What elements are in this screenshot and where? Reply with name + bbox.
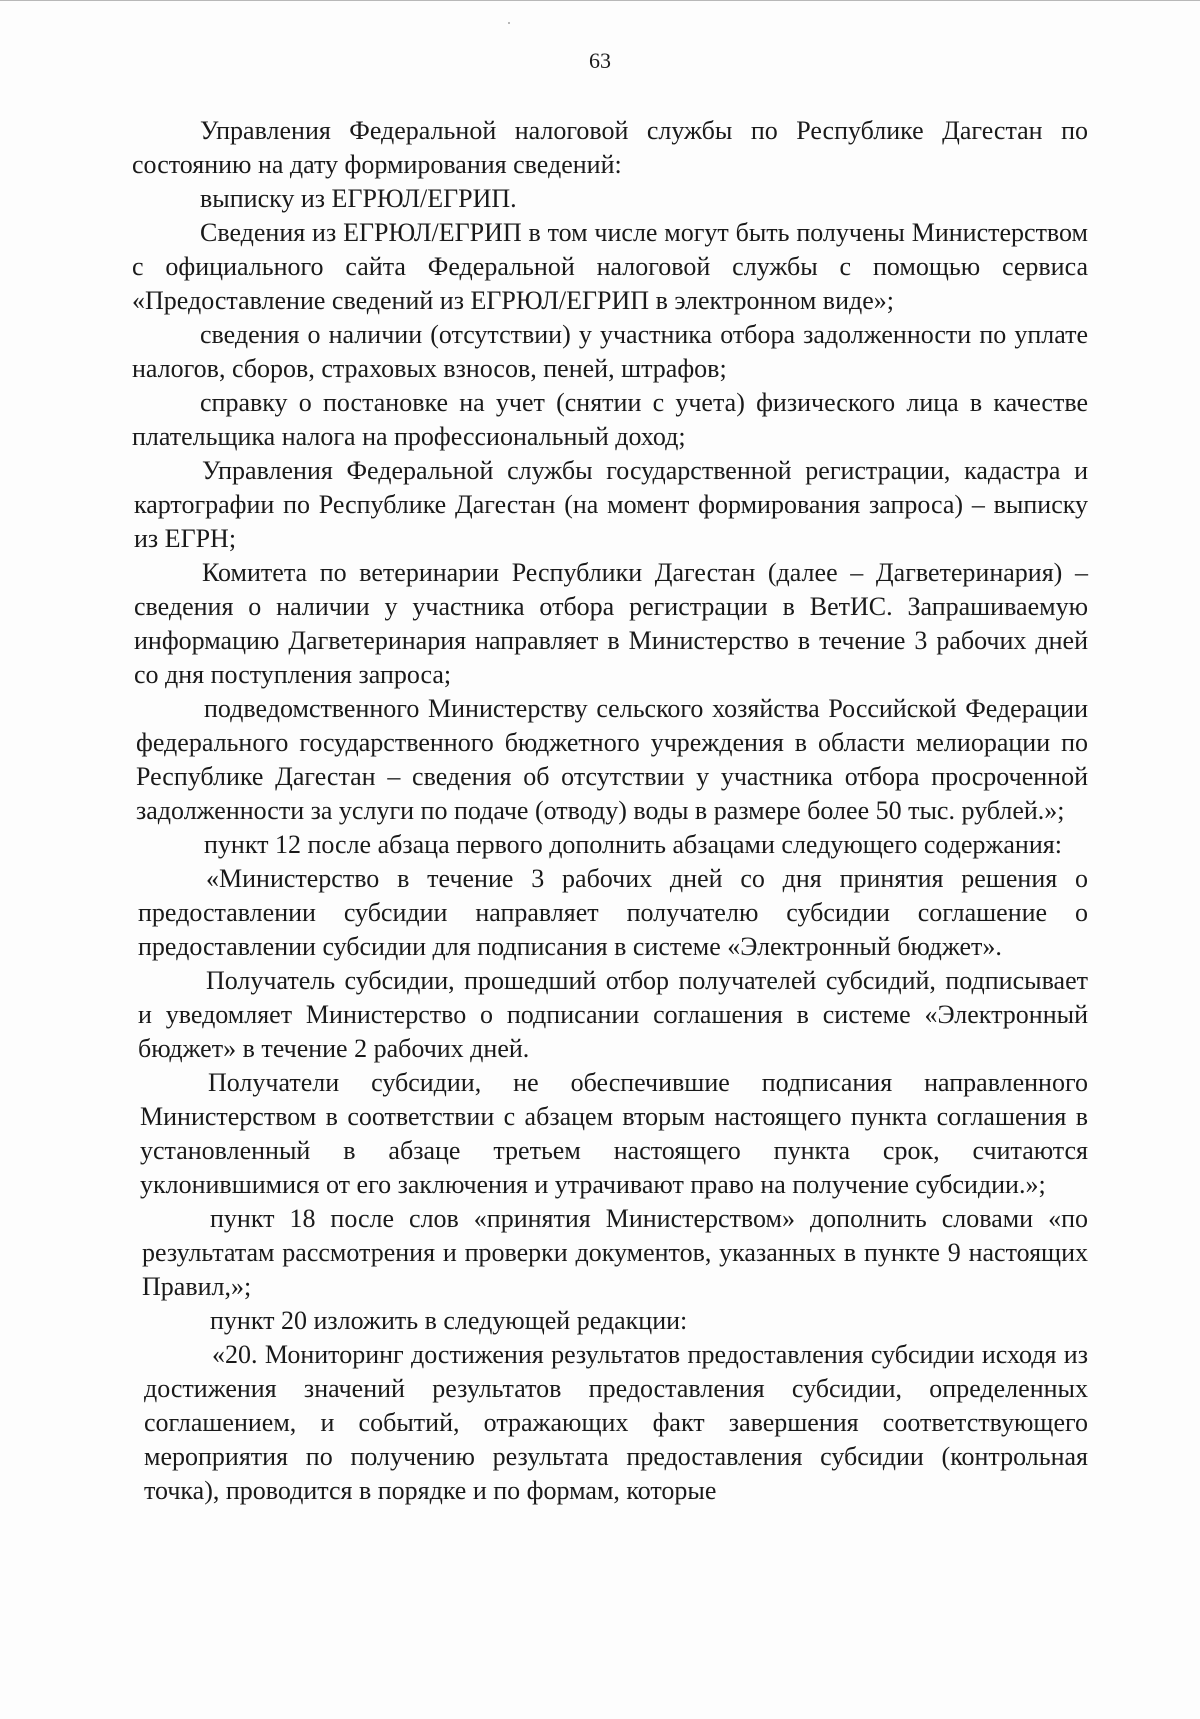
- paragraph: «20. Мониторинг достижения результатов предоставления субсидии исходя из достижения значений результатов предоставления субсидии, определенных соглашением, и событий, отражающих факт завершения соответствующего мероприятия по получению результата предоставления субсидии (контрольная точка), проводится в порядке и по формам, которые: [144, 1340, 1088, 1505]
- paragraph: выписку из ЕГРЮЛ/ЕГРИП.: [200, 184, 517, 213]
- body-text: [132, 114, 1088, 1508]
- page-number: 63: [589, 48, 611, 73]
- paragraph: Управления Федеральной службы государственной регистрации, кадастра и картографии по Республике Дагестан (на момент формирования запроса) – выписку из ЕГРН;: [134, 456, 1088, 553]
- paragraph: пункт 12 после абзаца первого дополнить абзацами следующего содержания:: [204, 830, 1062, 859]
- paragraph: «Министерство в течение 3 рабочих дней со дня принятия решения о предоставлении субсидии направляет получателю субсидии соглашение о предоставлении субсидии для подписания в системе «Электронный бюджет».: [138, 864, 1088, 961]
- paragraph: Управления Федеральной налоговой службы по Республике Дагестан по состоянию на дату формирования сведений:: [132, 116, 1088, 179]
- paragraph: Получатель субсидии, прошедший отбор получателей субсидий, подписывает и уведомляет Министерство о подписании соглашения в системе «Электронный бюджет» в течение 2 рабочих дней.: [138, 966, 1088, 1063]
- paragraph: подведомственного Министерству сельского хозяйства Российской Федерации федерального государственного бюджетного учреждения в области мелиорации по Республике Дагестан – сведения об отсутствии у участника отбора просроченной задолженности за услуги по подаче (отводу) воды в размере более 50 тыс. рублей.»;: [136, 694, 1088, 825]
- paragraph: Получатели субсидии, не обеспечившие подписания направленного Министерством в соответствии с абзацем вторым настоящего пункта соглашения в установленный в абзаце третьем настоящего пункта срок, считаются уклонившимися от его заключения и утрачивают право на получение субсидии.»;: [140, 1068, 1088, 1199]
- paragraph: Комитета по ветеринарии Республики Дагестан (далее – Дагветеринария) – сведения о наличии у участника отбора регистрации в ВетИС. Запрашиваемую информацию Дагветеринария направляет в Министерство в течение 3 рабочих дней со дня поступления запроса;: [134, 558, 1088, 689]
- paragraph: сведения о наличии (отсутствии) у участника отбора задолженности по уплате налогов, сборов, страховых взносов, пеней, штрафов;: [132, 320, 1088, 383]
- scan-top-edge: [0, 0, 1200, 1]
- paragraph: пункт 20 изложить в следующей редакции:: [210, 1306, 688, 1335]
- paragraph: пункт 18 после слов «принятия Министерством» дополнить словами «по результатам рассмотрения и проверки документов, указанных в пункте 9 настоящих Правил,»;: [142, 1204, 1088, 1301]
- paragraph: справку о постановке на учет (снятии с учета) физического лица в качестве плательщика налога на профессиональный доход;: [132, 388, 1088, 451]
- scan-speck: [508, 22, 510, 24]
- paragraph: Сведения из ЕГРЮЛ/ЕГРИП в том числе могут быть получены Министерством с официального сайта Федеральной налоговой службы с помощью сервиса «Предоставление сведений из ЕГРЮЛ/ЕГРИП в электронном виде»;: [132, 218, 1088, 315]
